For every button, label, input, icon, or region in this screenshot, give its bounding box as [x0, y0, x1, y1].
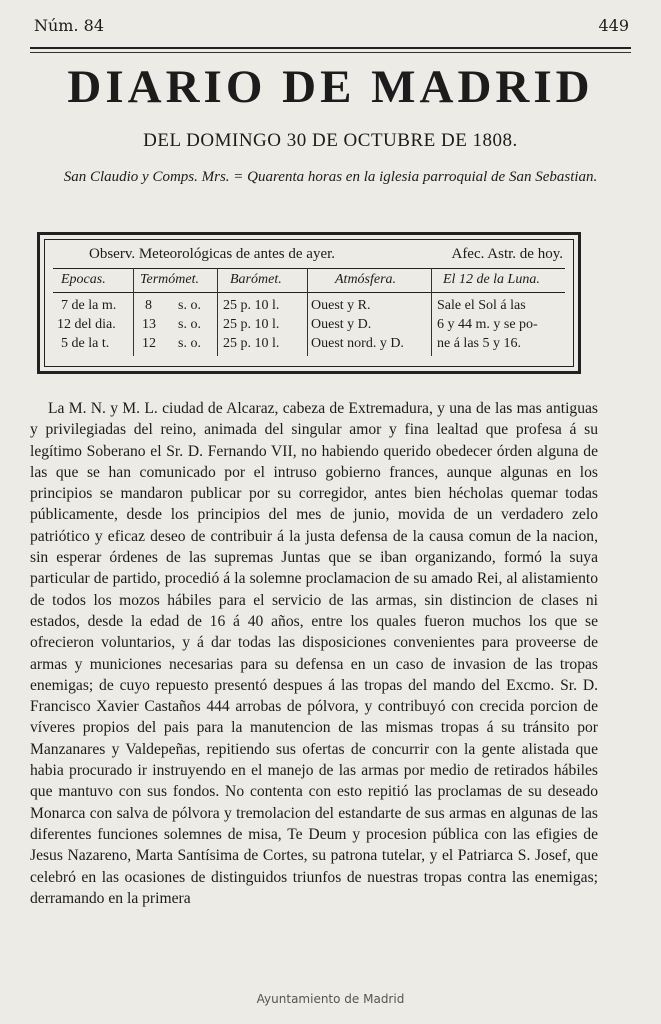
cell-termometro: 12 — [142, 336, 156, 351]
cell-luna: ne á las 5 y 16. — [437, 336, 521, 351]
weather-row — [45, 317, 573, 335]
weather-heading-left: Observ. Meteorológicas de antes de ayer. — [89, 246, 336, 262]
cell-luna: Sale el Sol á las — [437, 298, 526, 313]
cell-atmosfera: Ouest nord. y D. — [311, 336, 404, 351]
cell-so: s. o. — [178, 298, 201, 313]
cell-epoca: 7 de la m. — [61, 298, 117, 313]
article-body — [30, 398, 598, 909]
masthead-title: DIARIO DE MADRID — [67, 61, 594, 113]
article-paragraph: La M. N. y M. L. ciudad de Alcaraz, cabeza de Extremadura, y una de las mas antiguas y privilegiadas del reino, animada del singular amor y fina lealtad que profesa á su legítimo Soberano el Sr. D. Fernando VII, no habiendo querido obedecer órden alguna de las que se han comunicado por el intruso gobierno frances, aunque algunas en los principios se mandaron publicar por su corregidor, antes bien hécholas quemar todas públicamente, desde los principios del mes de junio, movida de un verdadero zelo patriótico y eficaz deseo de contribuir á la justa defensa de la causa comun de la nacion, sin esperar órdenes de las supremas Juntas que se iban organizando, formó la suya particular de partido, procedió á la solemne proclamacion de su amado Rei, al alistamiento de todos los mozos hábiles para el servicio de las armas, sin distincion de clases ni estados, desde la edad de 16 á 40 años, entre los quales fueron muchos los que se ofrecieron voluntarios, y á dar todas las disposiciones convenientes para proveerse de armas y municiones necesarias para su defensa en un caso de invasion de las tropas enemigas; de cuyo repuesto presentó despues á las tropas del mando del Excmo. Sr. D. Francisco Xavier Castaños 444 arrobas de pólvora, y contribuyó con crecida porcion de víveres propios del pais para la manutencion de las mismas tropas á su tránsito por Manzanares y Valdepeñas, repitiendo sus ofertas de concurrir con la gente alistada que habia procurado ir instruyendo en el manejo de las armas por medio de retirados hábiles que mantuvo con sus fondos. No contenta con esto repitió las proclamas de su deseado Monarca con salva de pólvora y tremolacion del estandarte de sus armas en algunas de las diferentes funciones solemnes de misa, Te Deum y procesion pública con las efigies de Jesus Nazareno, Marta Santísima de Cortes, su patrona tutelar, y el Patriarca S. Josef, que celebró en las ocasiones de distinguidos triunfos de nuestras tropas contra las enemigas; derramando en la primera — [30, 400, 598, 907]
cell-barometro: 25 p. 10 l. — [223, 336, 280, 351]
column-header-barometro: Barómet. — [230, 272, 282, 287]
dateline: DEL DOMINGO 30 DE OCTUBRE DE 1808. — [143, 130, 518, 151]
weather-rule — [53, 292, 565, 293]
weather-row — [45, 298, 573, 316]
weather-rule — [53, 268, 565, 269]
column-header-atmosfera: Atmósfera. — [335, 272, 397, 287]
footer-credit: Ayuntamiento de Madrid — [256, 992, 405, 1006]
column-header-termometro: Termómet. — [140, 272, 199, 287]
cell-luna: 6 y 44 m. y se po- — [437, 317, 538, 332]
cell-atmosfera: Ouest y D. — [311, 317, 372, 332]
weather-table-inner — [44, 239, 574, 367]
header-rule-thick — [30, 47, 631, 49]
saints-of-the-day: San Claudio y Comps. Mrs. = Quarenta horas en la iglesia parroquial de San Sebastian. — [63, 169, 598, 185]
cell-epoca: 5 de la t. — [61, 336, 110, 351]
cell-barometro: 25 p. 10 l. — [223, 317, 280, 332]
cell-atmosfera: Ouest y R. — [311, 298, 371, 313]
header-rule-thin — [30, 52, 631, 53]
cell-so: s. o. — [178, 336, 201, 351]
weather-heading-right: Afec. Astr. de hoy. — [451, 246, 563, 262]
weather-table — [37, 232, 581, 374]
cell-so: s. o. — [178, 317, 201, 332]
cell-termometro: 8 — [145, 298, 152, 313]
column-header-epocas: Epocas. — [61, 272, 106, 287]
weather-row — [45, 336, 573, 354]
cell-epoca: 12 del dia. — [57, 317, 116, 332]
cell-barometro: 25 p. 10 l. — [223, 298, 280, 313]
column-header-luna: El 12 de la Luna. — [443, 272, 540, 287]
weather-heading — [45, 246, 573, 266]
cell-termometro: 13 — [142, 317, 156, 332]
page-number: 449 — [598, 16, 629, 35]
issue-number: Núm. 84 — [34, 16, 105, 35]
